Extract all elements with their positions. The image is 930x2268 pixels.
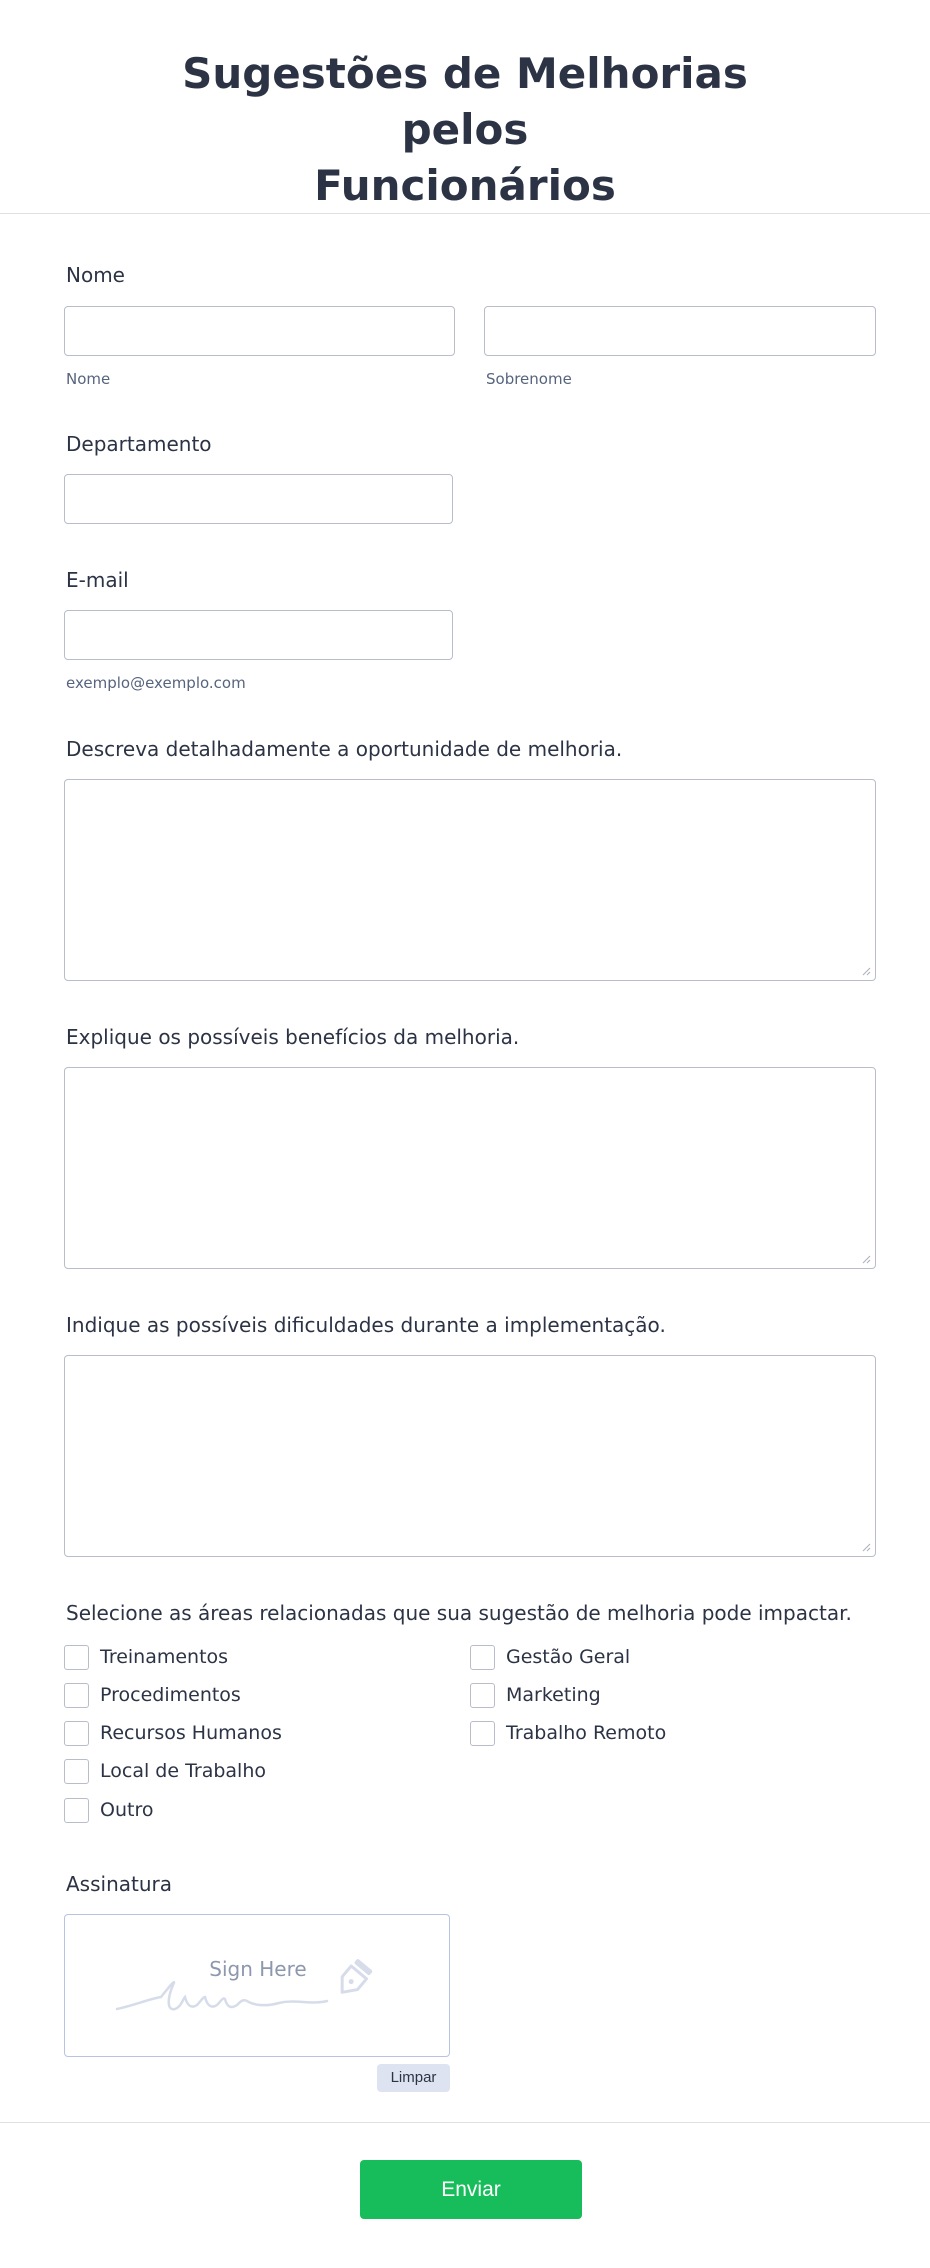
checkbox-option-gestao-geral[interactable]	[470, 1644, 630, 1670]
checkbox[interactable]	[64, 1759, 89, 1784]
checkbox-label: Procedimentos	[100, 1684, 241, 1706]
pen-nib-icon	[334, 1958, 372, 1998]
checkbox-option-local-de-trabalho[interactable]	[64, 1758, 266, 1784]
checkbox[interactable]	[470, 1683, 495, 1708]
checkbox[interactable]	[64, 1721, 89, 1746]
form-header	[0, 0, 930, 214]
checkbox-label: Local de Trabalho	[100, 1760, 266, 1782]
clear-signature-button[interactable]: Limpar	[377, 2064, 450, 2092]
difficulties-label: Indique as possíveis dificuldades durante a implementação.	[66, 1313, 666, 1337]
submit-button[interactable]: Enviar	[360, 2160, 582, 2219]
department-label: Departamento	[66, 432, 212, 456]
opportunity-textarea[interactable]	[64, 779, 876, 981]
last-name-input[interactable]	[484, 306, 876, 356]
page-title-line-1: Sugestões de Melhorias pelos	[182, 49, 748, 154]
first-name-input[interactable]	[64, 306, 455, 356]
checkbox-label: Treinamentos	[100, 1646, 229, 1668]
areas-label: Selecione as áreas relacionadas que sua sugestão de melhoria pode impactar.	[66, 1601, 852, 1625]
checkbox[interactable]	[64, 1645, 89, 1670]
resize-grip-icon[interactable]	[862, 967, 871, 976]
checkbox-option-procedimentos[interactable]	[64, 1682, 241, 1708]
checkbox-option-recursos-humanos[interactable]	[64, 1720, 282, 1746]
checkbox-label: Trabalho Remoto	[506, 1722, 667, 1744]
difficulties-textarea[interactable]	[64, 1355, 876, 1557]
checkbox-label: Recursos Humanos	[100, 1722, 282, 1744]
checkbox-label: Gestão Geral	[506, 1646, 631, 1668]
first-name-sublabel: Nome	[66, 370, 111, 388]
last-name-sublabel: Sobrenome	[486, 370, 572, 388]
signature-placeholder: Sign Here	[209, 1957, 307, 1981]
checkbox-option-marketing[interactable]	[470, 1682, 601, 1708]
email-sublabel: exemplo@exemplo.com	[66, 674, 246, 692]
page-title	[140, 46, 790, 214]
signature-pad[interactable]	[64, 1914, 450, 2057]
footer-divider	[0, 2122, 930, 2123]
checkbox-option-trabalho-remoto[interactable]	[470, 1720, 666, 1746]
checkbox[interactable]	[470, 1721, 495, 1746]
resize-grip-icon[interactable]	[862, 1543, 871, 1552]
checkbox[interactable]	[470, 1645, 495, 1670]
checkbox-option-outro[interactable]	[64, 1797, 153, 1823]
email-input[interactable]	[64, 610, 453, 660]
checkbox[interactable]	[64, 1683, 89, 1708]
checkbox[interactable]	[64, 1798, 89, 1823]
signature-scribble-icon	[115, 1957, 405, 2019]
resize-grip-icon[interactable]	[862, 1255, 871, 1264]
checkbox-option-treinamentos[interactable]	[64, 1644, 228, 1670]
benefits-label: Explique os possíveis benefícios da melhoria.	[66, 1025, 520, 1049]
benefits-textarea[interactable]	[64, 1067, 876, 1269]
email-label: E-mail	[66, 568, 129, 592]
page-title-line-2: Funcionários	[314, 161, 616, 210]
name-label: Nome	[66, 263, 125, 287]
department-input[interactable]	[64, 474, 453, 524]
opportunity-label: Descreva detalhadamente a oportunidade de melhoria.	[66, 737, 623, 761]
checkbox-label: Marketing	[506, 1684, 601, 1706]
checkbox-label: Outro	[100, 1799, 154, 1821]
signature-label: Assinatura	[66, 1872, 173, 1896]
